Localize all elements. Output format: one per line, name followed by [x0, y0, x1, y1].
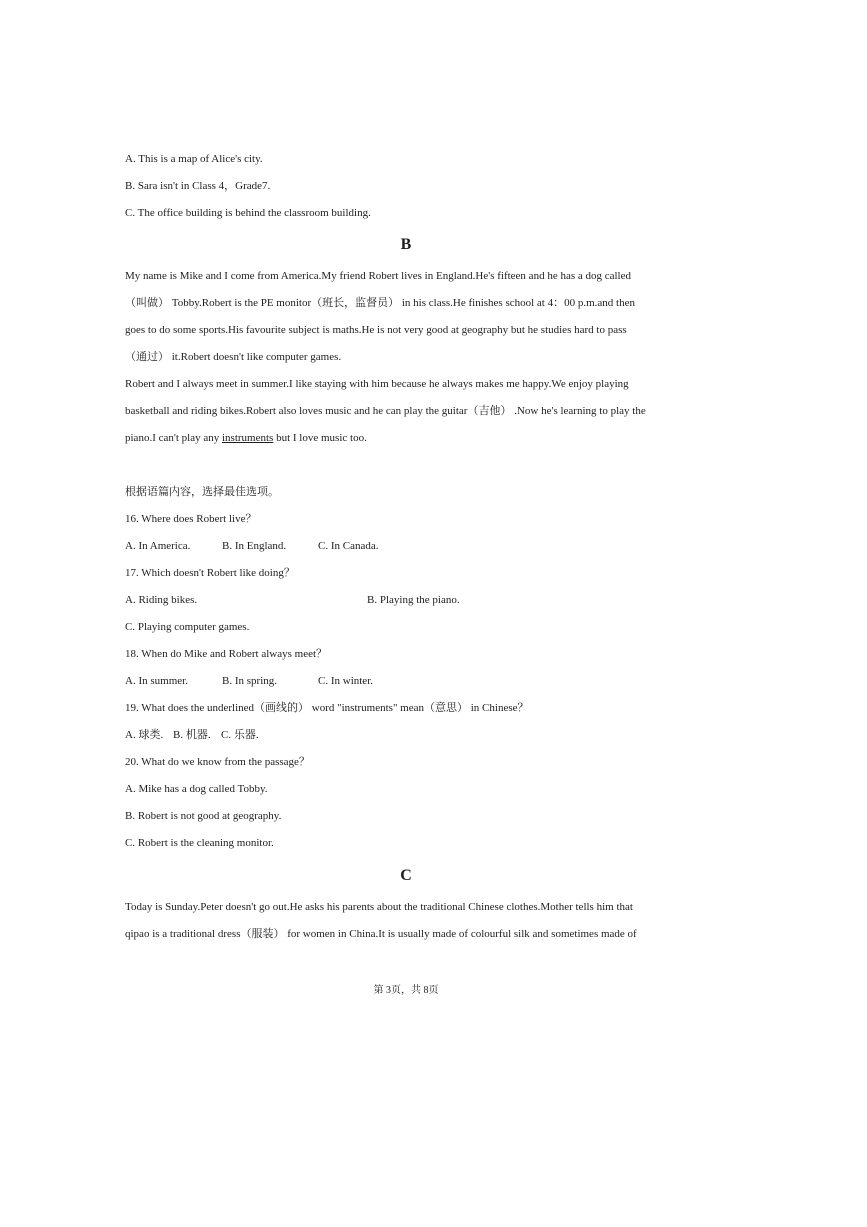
passage-line: goes to do some sports.His favourite subject is maths.He is not very good at geography but he studies hard to pass: [125, 324, 627, 336]
option-a: A. 球类.: [125, 729, 164, 741]
question-stem: 19. What does the underlined（画线的） word "instruments" mean（意思） in Chinese？: [125, 702, 529, 714]
passage-line: qipao is a traditional dress（服装） for women in China.It is usually made of colourful silk and sometimes made of: [125, 928, 637, 940]
option-b: B. In England.: [222, 540, 287, 552]
option-a: A. Riding bikes.: [125, 594, 198, 606]
option-a: A. In summer.: [125, 675, 188, 687]
question-stem: 16. Where does Robert live？: [125, 513, 257, 525]
option-c: C. Robert is the cleaning monitor.: [125, 837, 274, 849]
passage-line: My name is Mike and I come from America.My friend Robert lives in England.He's fifteen and he has a dog called: [125, 270, 631, 282]
option-c: C. In winter.: [318, 675, 373, 687]
option-c: C. 乐器.: [221, 729, 259, 741]
question-stem: 20. What do we know from the passage？: [125, 756, 310, 768]
option-b: B. Robert is not good at geography.: [125, 810, 282, 822]
passage-line: basketball and riding bikes.Robert also loves music and he can play the guitar（吉他） .Now he's learning to play the: [125, 405, 646, 417]
passage-line: Today is Sunday.Peter doesn't go out.He asks his parents about the traditional Chinese clothes.Mother tells him that: [125, 901, 633, 913]
option-b: B. Playing the piano.: [367, 594, 460, 606]
passage-text: but I love music too.: [273, 432, 367, 444]
passage-line: Robert and I always meet in summer.I like staying with him because he always makes me happy.We enjoy playing: [125, 378, 629, 390]
section-b-heading: B: [400, 236, 412, 253]
passage-text: piano.I can't play any: [125, 432, 222, 444]
instruction-text: 根据语篇内容，选择最佳选项。: [125, 486, 279, 498]
option-c: C. Playing computer games.: [125, 621, 250, 633]
passage-line: [125, 431, 367, 445]
question-stem: 17. Which doesn't Robert like doing？: [125, 567, 295, 579]
option-a-text: A. This is a map of Alice's city.: [125, 153, 263, 165]
question-stem: 18. When do Mike and Robert always meet？: [125, 648, 328, 660]
passage-line: （通过） it.Robert doesn't like computer games.: [125, 351, 342, 363]
underlined-word: instruments: [221, 432, 274, 444]
option-b-text: B. Sara isn't in Class 4，Grade7.: [125, 180, 271, 192]
section-c-heading: C: [400, 867, 412, 884]
option-b: B. 机器.: [173, 729, 211, 741]
option-c-text: C. The office building is behind the classroom building.: [125, 207, 371, 219]
page-number: 第 3页，共 8页: [373, 985, 439, 996]
option-b: B. In spring.: [222, 675, 277, 687]
passage-line: （叫做） Tobby.Robert is the PE monitor（班长，监督员） in his class.He finishes school at 4：00 p.m.and then: [125, 297, 635, 309]
option-a: A. Mike has a dog called Tobby.: [125, 783, 268, 795]
option-c: C. In Canada.: [318, 540, 379, 552]
option-a: A. In America.: [125, 540, 191, 552]
